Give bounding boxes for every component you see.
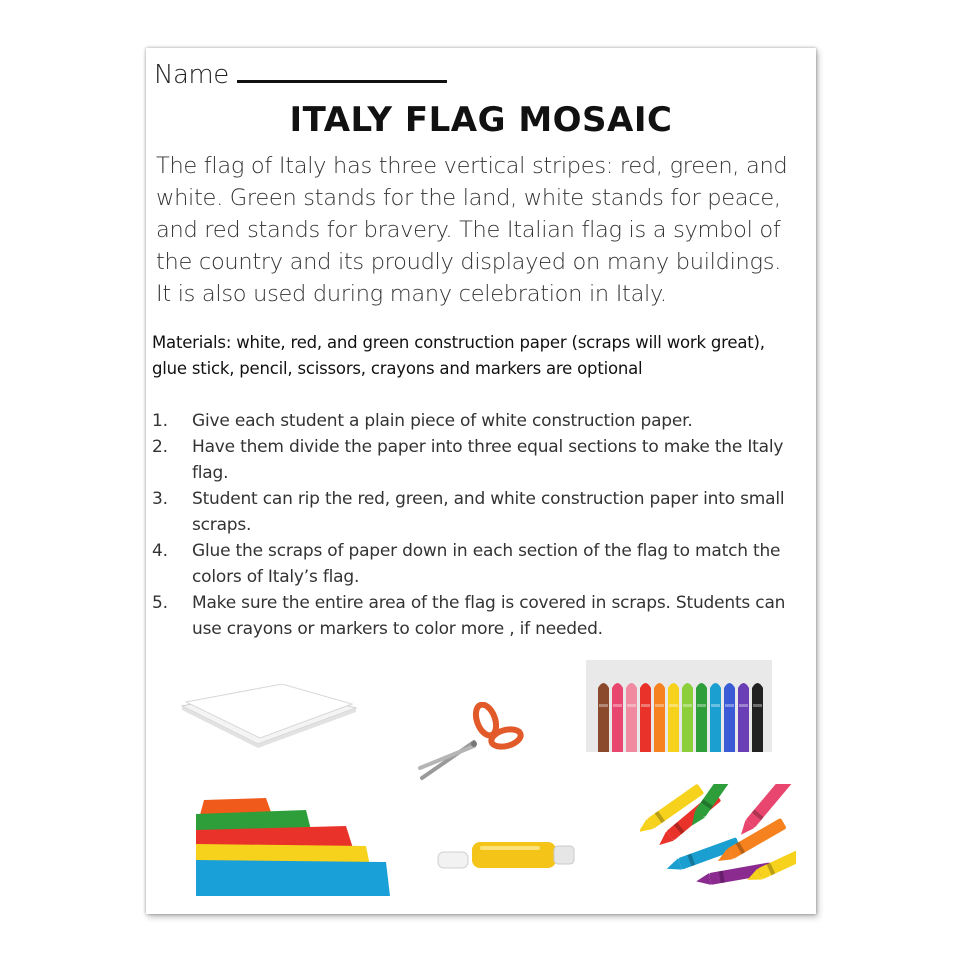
step-item: 4. Glue the scraps of paper down in each section of the flag to match the colors of Italy’s flag. xyxy=(152,541,781,587)
intro-paragraph: The flag of Italy has three vertical stripes: red, green, and white. Green stands for the land, white stands for peace, and red stands for bravery. The Italian flag is a symbol of the country and its proudly displayed on many buildings. It is also used during many celebration in Italy. xyxy=(156,153,788,307)
colored-paper-image xyxy=(196,796,392,898)
worksheet-page xyxy=(146,48,816,914)
step-item: 3. Student can rip the red, green, and white construction paper into small scraps. xyxy=(152,489,785,535)
step-item: 1. Give each student a plain piece of white construction paper. xyxy=(152,411,693,431)
scissors-image xyxy=(418,702,524,784)
markers-image xyxy=(586,660,772,752)
instruction-steps xyxy=(152,408,802,642)
step-item: 5. Make sure the entire area of the flag is covered in scraps. Students can use crayons or markers to color more , if needed. xyxy=(152,593,786,639)
name-blank-line xyxy=(237,56,447,83)
glue-stick-image xyxy=(436,832,580,876)
worksheet-title: ITALY FLAG MOSAIC xyxy=(289,100,673,140)
crayons-image xyxy=(640,784,796,904)
name-field xyxy=(154,56,447,90)
name-label: Name xyxy=(154,60,229,90)
step-item: 2. Have them divide the paper into three equal sections to make the Italy flag. xyxy=(152,437,784,483)
white-paper-stack-image xyxy=(180,684,358,750)
materials-text: Materials: white, red, and green construction paper (scraps will work great), glue stick, pencil, scissors, crayons and markers are optional xyxy=(152,333,765,378)
